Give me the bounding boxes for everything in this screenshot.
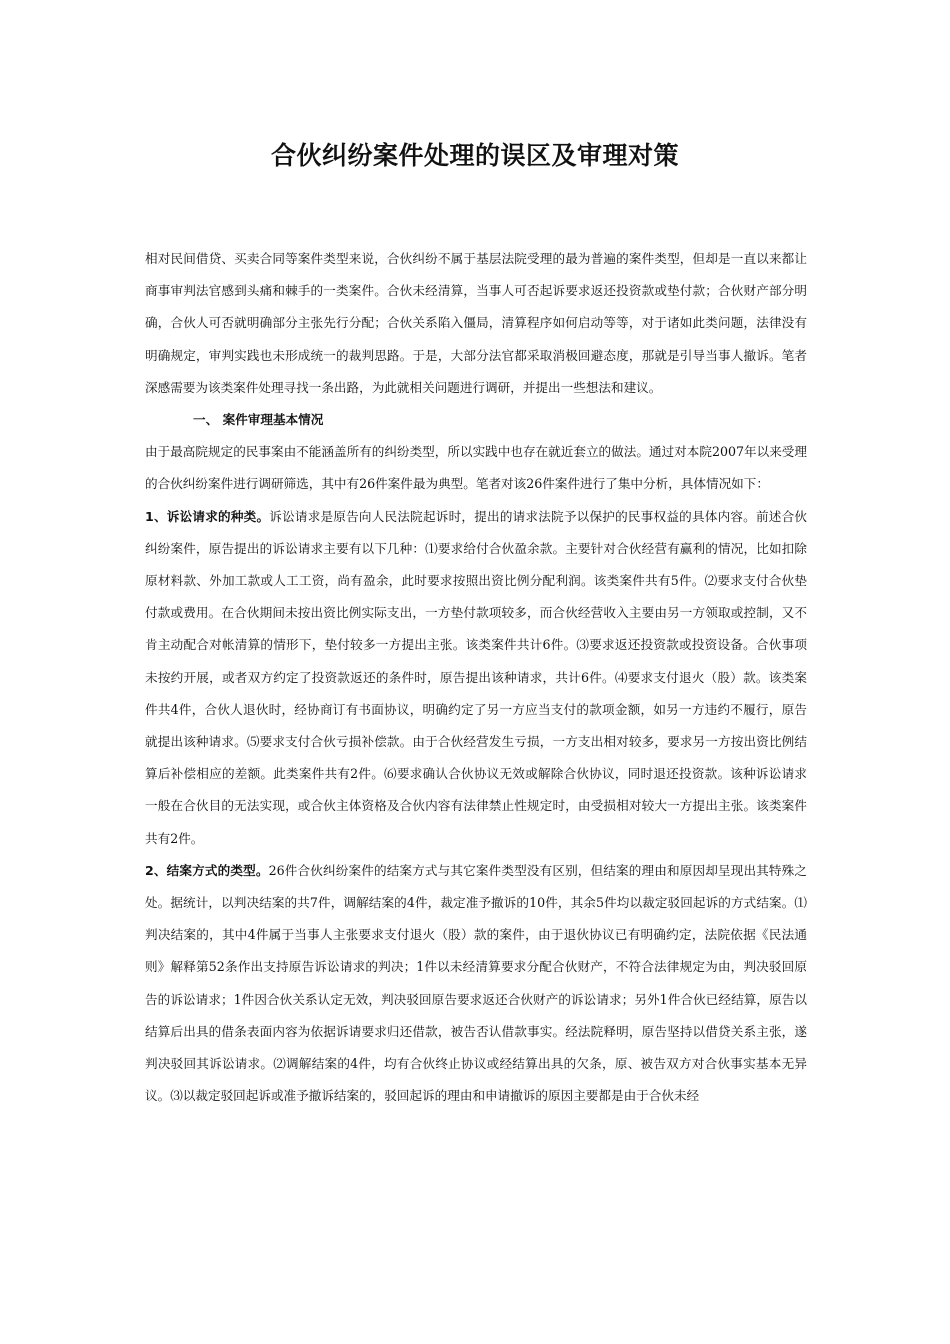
document-title: 合伙纠纷案件处理的误区及审理对策 <box>270 141 679 170</box>
item-paragraph-1 <box>145 501 807 855</box>
intro-paragraph: 相对民间借贷、买卖合同等案件类型来说，合伙纠纷不属于基层法院受理的最为普遍的案件类型，但却是一直以来都让商事审判法官感到头痛和棘手的一类案件。合伙未经清算，当事人可否起诉要求返还投资款或垫付款；合伙财产部分明确，合伙人可否就明确部分主张先行分配；合伙关系陷入僵局，清算程序如何启动等等，对于诸如此类问题，法律没有明确规定，审判实践也未形成统一的裁判思路。于是，大部分法官都采取消极回避态度，那就是引导当事人撤诉。笔者深感需要为该类案件处理寻找一条出路，为此就相关问题进行调研，并提出一些想法和建议。 <box>145 251 807 395</box>
section-paragraph: 由于最高院规定的民事案由不能涵盖所有的纠纷类型，所以实践中也存在就近套立的做法。通过对本院2007年以来受理的合伙纠纷案件进行调研筛选，其中有26件案件最为典型。笔者对该26件案件进行了集中分析，具体情况如下： <box>145 444 807 492</box>
document-body <box>145 243 807 1112</box>
item-text-1: 诉讼请求是原告向人民法院起诉时，提出的请求法院予以保护的民事权益的具体内容。前述合伙纠纷案件，原告提出的诉讼请求主要有以下几种：⑴要求给付合伙盈余款。主要针对合伙经营有赢利的情况，比如扣除原材料款、外加工款或人工工资，尚有盈余，此时要求按照出资比例分配利润。该类案件共有5件。⑵要求支付合伙垫付款或费用。在合伙期间未按出资比例实际支出，一方垫付款项较多，而合伙经营收入主要由另一方领取或控制，又不肯主动配合对帐清算的情形下，垫付较多一方提出主张。该类案件共计6件。⑶要求返还投资款或投资设备。合伙事项未按约开展，或者双方约定了投资款返还的条件时，原告提出该种请求，共计6件。⑷要求支付退火（股）款。该类案件共4件，合伙人退伙时，经协商订有书面协议，明确约定了另一方应当支付的款项金额，如另一方违约不履行，原告就提出该种请求。⑸要求支付合伙亏损补偿款。由于合伙经营发生亏损，一方支出相对较多，要求另一方按出资比例结算后补偿相应的差额。此类案件共有2件。⑹要求确认合伙协议无效或解除合伙协议，同时退还投资款。该种诉讼请求一般在合伙目的无法实现，或合伙主体资格及合伙内容有法律禁止性规定时，由受损相对较大一方提出主张。该类案件共有2件。 <box>145 508 808 846</box>
item-text-2: 26件合伙纠纷案件的结案方式与其它案件类型没有区别，但结案的理由和原因却呈现出其特殊之处。据统计，以判决结案的共7件，调解结案的4件，裁定准予撤诉的10件，其余5件均以裁定驳回起诉的方式结案。⑴判决结案的，其中4件属于当事人主张要求支付退火（股）款的案件，由于退伙协议已有明确约定，法院依据《民法通则》解释第52条作出支持原告诉讼请求的判决；1件以未经清算要求分配合伙财产，不符合法律规定为由，判决驳回原告的诉讼请求；1件因合伙关系认定无效，判决驳回原告要求返还合伙财产的诉讼请求；另外1件合伙已经结算，原告以结算后出具的借条表面内容为依据诉请要求归还借款，被告否认借款事实。经法院释明，原告坚持以借贷关系主张，遂判决驳回其诉讼请求。⑵调解结案的4件，均有合伙终止协议或经结算出具的欠条，原、被告双方对合伙事实基本无异议。⑶以裁定驳回起诉或准予撤诉结案的，驳回起诉的理由和申请撤诉的原因主要都是由于合伙未经 <box>145 862 808 1104</box>
item-lead-1: 1、诉讼请求的种类。 <box>145 508 270 524</box>
item-paragraph-2 <box>145 855 807 1113</box>
item-lead-2: 2、结案方式的类型。 <box>145 862 269 878</box>
section-heading: 一、 案件审理基本情况 <box>193 412 324 428</box>
